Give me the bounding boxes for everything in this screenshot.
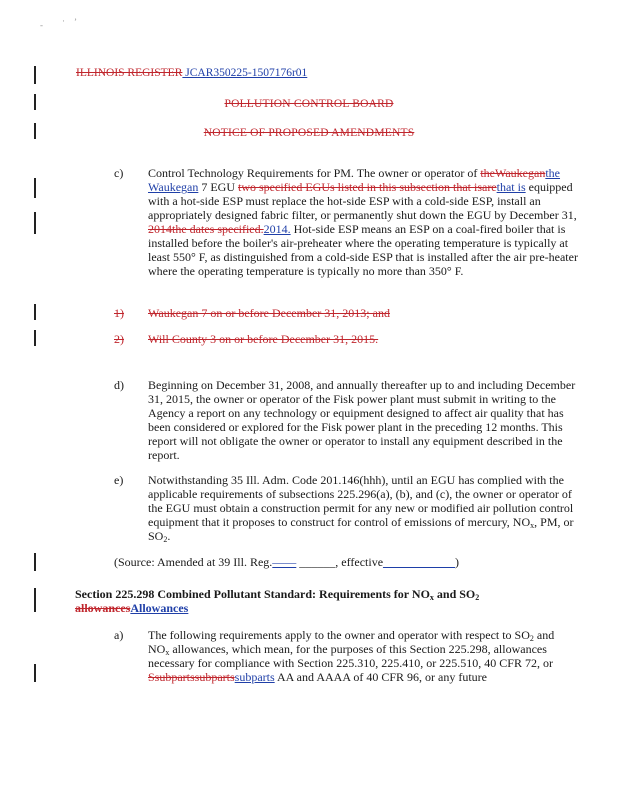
c-inserted: 2014. xyxy=(263,222,291,236)
d-paragraph: Beginning on December 31, 2008, and annually thereafter up to and including December 31, 2015, the owner or operator of the Fisk power plant must submit in writing to the Agency a report on any technology or equipment designed to affect air quality that has been considered or explored for the Fisk power plant in the preceding 12 months. This report will not obligate the owner or operator to install any equipment described in the report. xyxy=(148,378,576,462)
scan-mark: - xyxy=(40,20,43,30)
board-title: POLLUTION CONTROL BOARD xyxy=(224,98,394,110)
e-subscript: 2 xyxy=(163,535,168,544)
scan-mark: ’ xyxy=(74,17,77,27)
e-paragraph xyxy=(148,473,578,543)
a-text: AA and AAAA of 40 CFR 96, or any future xyxy=(274,670,487,684)
change-bar xyxy=(34,66,36,84)
c-deleted: two specified EGUs listed in this subsection that isare xyxy=(238,180,497,194)
c1-text: Waukegan 7 on or before December 31, 2013; and xyxy=(148,306,390,320)
a-subscript: 2 xyxy=(529,634,534,643)
c-inserted: the Waukegan xyxy=(148,166,561,194)
c2-text: Will County 3 on or before December 31, 2015. xyxy=(148,332,379,346)
a-label: a) xyxy=(114,628,124,642)
source-text: ______, effective xyxy=(296,555,384,569)
c-deleted: 2014the dates specified. xyxy=(148,222,264,236)
register-deleted: ILLINOIS REGISTER xyxy=(76,67,183,79)
section-subscript: 2 xyxy=(475,593,480,602)
a-inserted: subparts xyxy=(234,670,275,684)
register-line xyxy=(76,66,307,80)
register-inserted: JCAR350225-1507176r01 xyxy=(182,67,308,79)
c-text: Hot-side ESP means an ESP on a coal-fired boiler that is installed before the boiler's air-preheater where the operating temperature is typically at least 550° F, as distinguished from a cold-side ESP that is installed after the air pre-heater where the operating temperature is typically no more than 350° F. xyxy=(148,222,578,278)
scan-mark: · xyxy=(62,16,65,26)
e-text: , PM, or SO xyxy=(148,515,574,543)
notice-title: NOTICE OF PROPOSED AMENDMENTS xyxy=(203,127,415,139)
e-text: Notwithstanding 35 Ill. Adm. Code 201.146(hhh), until an EGU has complied with the applicable requirements of subsections 225.296(a), (b), and (c), the owner or operator of the EGU must obtain a construction permit for any new or modified air pollution control equipment that it proposes to construct for control of emissions of mercury, NO xyxy=(148,473,574,529)
c1-label: 1) xyxy=(114,306,124,320)
section-text: Section 225.298 Combined Pollutant Standard: Requirements for NO xyxy=(75,587,430,601)
e-subscript: x xyxy=(530,521,535,530)
c-text: 7 EGU xyxy=(198,180,239,194)
source-text: ) xyxy=(455,555,460,569)
a-text: The following requirements apply to the owner and operator with respect to SO xyxy=(148,628,530,642)
source-blank: —— xyxy=(272,555,297,569)
c-paragraph xyxy=(148,166,578,278)
c2-label: 2) xyxy=(114,332,124,346)
change-bar xyxy=(34,212,36,234)
c-text: equipped with a hot-side ESP must replace the hot-side ESP with a cold-side ESP, install an appropriately designed fabric filter, or permanently shut down the EGU by December 31, xyxy=(148,180,577,222)
e-text: . xyxy=(167,529,171,543)
section-inserted: Allowances xyxy=(130,601,189,615)
a-subscript: x xyxy=(165,648,170,657)
e-label: e) xyxy=(114,473,124,487)
a-text: allowances, which mean, for the purposes of this Section 225.298, allowances necessary for compliance with Section 225.310, 225.410, or 225.510, 40 CFR 72, or xyxy=(148,642,553,670)
c-label: c) xyxy=(114,166,124,180)
section-subscript: x xyxy=(429,593,434,602)
section-deleted: allowances xyxy=(75,601,131,615)
change-bar xyxy=(34,588,36,612)
source-note xyxy=(114,555,459,569)
section-text: and SO xyxy=(433,587,476,601)
change-bar xyxy=(34,664,36,682)
change-bar xyxy=(34,553,36,571)
change-bar xyxy=(34,304,36,320)
source-blank: ____________ xyxy=(383,555,456,569)
change-bar xyxy=(34,330,36,346)
c-text: Control Technology Requirements for PM. The owner or operator of xyxy=(148,166,478,180)
change-bar xyxy=(34,178,36,198)
d-label: d) xyxy=(114,378,124,392)
a-paragraph xyxy=(148,628,578,684)
a-text: and NO xyxy=(148,628,555,656)
c-deleted: theWaukegan xyxy=(480,166,546,180)
source-text: (Source: Amended at 39 Ill. Reg. xyxy=(114,555,273,569)
a-deleted: Ssubpartssubparts xyxy=(148,670,235,684)
section-heading xyxy=(75,587,585,615)
c-inserted: that is xyxy=(496,180,526,194)
